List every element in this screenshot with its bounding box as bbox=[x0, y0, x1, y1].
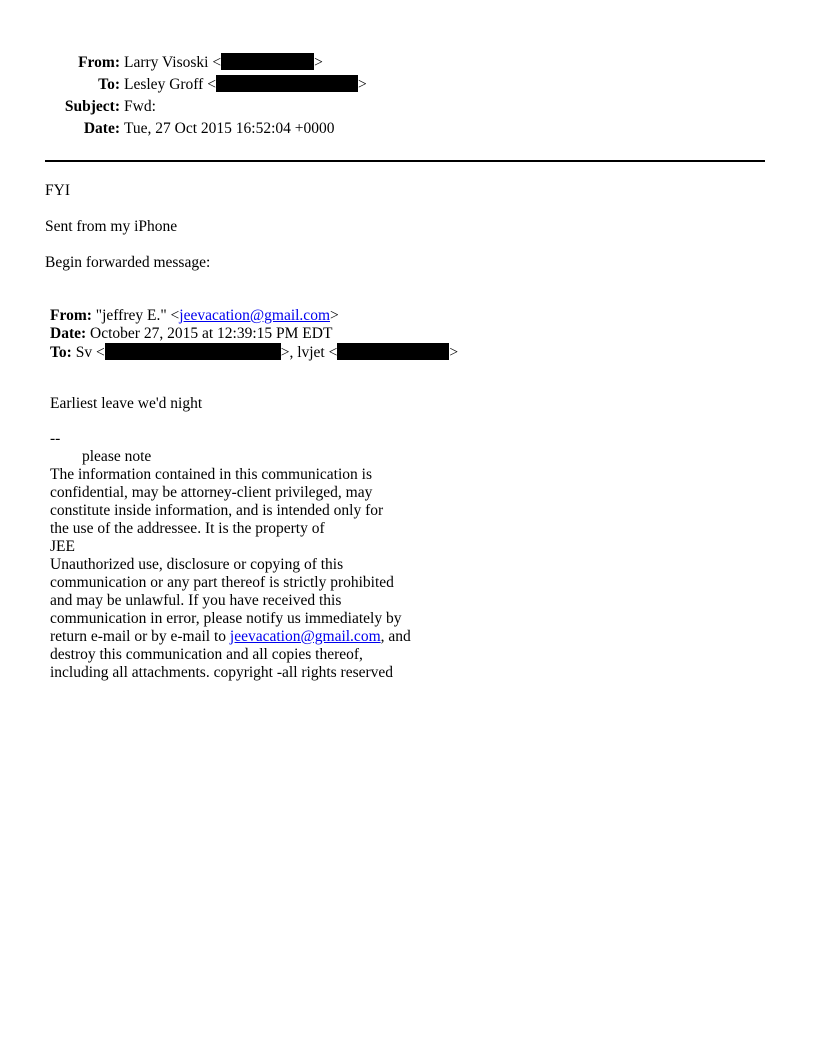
disclaimer-line: confidential, may be attorney-client privileged, may bbox=[50, 484, 373, 501]
from-label: From: bbox=[78, 54, 120, 71]
date-row bbox=[0, 118, 816, 140]
disclaimer-line: constitute inside information, and is intended only for bbox=[50, 502, 384, 519]
redaction-block bbox=[337, 343, 449, 360]
date-value: Tue, 27 Oct 2015 16:52:04 +0000 bbox=[124, 120, 335, 137]
date-label: Date: bbox=[83, 120, 120, 137]
disclaimer-line: the use of the addressee. It is the property of bbox=[50, 520, 325, 537]
disclaimer-line: The information contained in this communication is bbox=[50, 466, 372, 483]
subject-row bbox=[0, 96, 816, 118]
disclaimer-line: destroy this communication and all copies thereof, bbox=[50, 646, 363, 663]
body-line-sent-from: Sent from my iPhone bbox=[45, 218, 178, 235]
forwarded-to-row bbox=[50, 343, 458, 361]
forwarded-to-prefix: Sv < bbox=[75, 344, 105, 361]
forwarded-to-middle: >, lvjet < bbox=[280, 344, 338, 361]
to-close: > bbox=[357, 76, 367, 93]
disclaimer-line: including all attachments. copyright -all rights reserved bbox=[50, 664, 394, 681]
forwarded-from-label: From: bbox=[50, 307, 92, 324]
disclaimer-line: communication in error, please notify us immediately by bbox=[50, 610, 402, 627]
body-line-begin-forwarded: Begin forwarded message: bbox=[45, 254, 211, 271]
disclaimer-email-link[interactable]: jeevacation@gmail.com bbox=[229, 628, 381, 645]
disclaimer-line: and may be unlawful. If you have received this bbox=[50, 592, 342, 609]
forwarded-message: Earliest leave we'd night bbox=[50, 395, 203, 412]
disclaimer-note: please note bbox=[82, 448, 152, 465]
to-label: To: bbox=[98, 76, 120, 93]
from-value: Larry Visoski < bbox=[124, 54, 222, 71]
forwarded-from-email-link[interactable]: jeevacation@gmail.com bbox=[179, 307, 330, 324]
forwarded-from-name: "jeffrey E." < bbox=[95, 307, 180, 324]
disclaimer-line-email bbox=[50, 628, 411, 646]
from-row bbox=[0, 52, 816, 74]
to-row bbox=[0, 74, 816, 96]
to-value: Lesley Groff < bbox=[124, 76, 216, 93]
disclaimer bbox=[50, 430, 411, 682]
forwarded-from-row bbox=[50, 307, 458, 325]
subject-label: Subject: bbox=[64, 98, 120, 115]
subject-value: Fwd: bbox=[124, 98, 156, 115]
forwarded-to-label: To: bbox=[50, 344, 72, 361]
redaction-block bbox=[105, 343, 281, 360]
from-close: > bbox=[314, 54, 323, 71]
disclaimer-line: Unauthorized use, disclosure or copying of this bbox=[50, 556, 344, 573]
disclaimer-line: JEE bbox=[50, 538, 75, 555]
disclaimer-email-suffix: , and bbox=[380, 628, 411, 645]
disclaimer-line: communication or any part thereof is strictly prohibited bbox=[50, 574, 394, 591]
forwarded-from-close: > bbox=[330, 307, 339, 324]
forwarded-date-value: October 27, 2015 at 12:39:15 PM EDT bbox=[90, 325, 333, 342]
redaction-block bbox=[216, 75, 358, 92]
disclaimer-email-prefix: return e-mail or by e-mail to bbox=[50, 628, 230, 645]
signature-separator: -- bbox=[50, 430, 61, 447]
forwarded-date-row bbox=[50, 325, 458, 343]
forwarded-to-close: > bbox=[449, 344, 459, 361]
header-divider bbox=[45, 160, 765, 162]
forwarded-date-label: Date: bbox=[50, 325, 87, 342]
forwarded-header bbox=[50, 307, 458, 361]
email-header bbox=[0, 52, 816, 140]
body-line-fyi: FYI bbox=[45, 182, 70, 199]
redaction-block bbox=[221, 53, 314, 70]
